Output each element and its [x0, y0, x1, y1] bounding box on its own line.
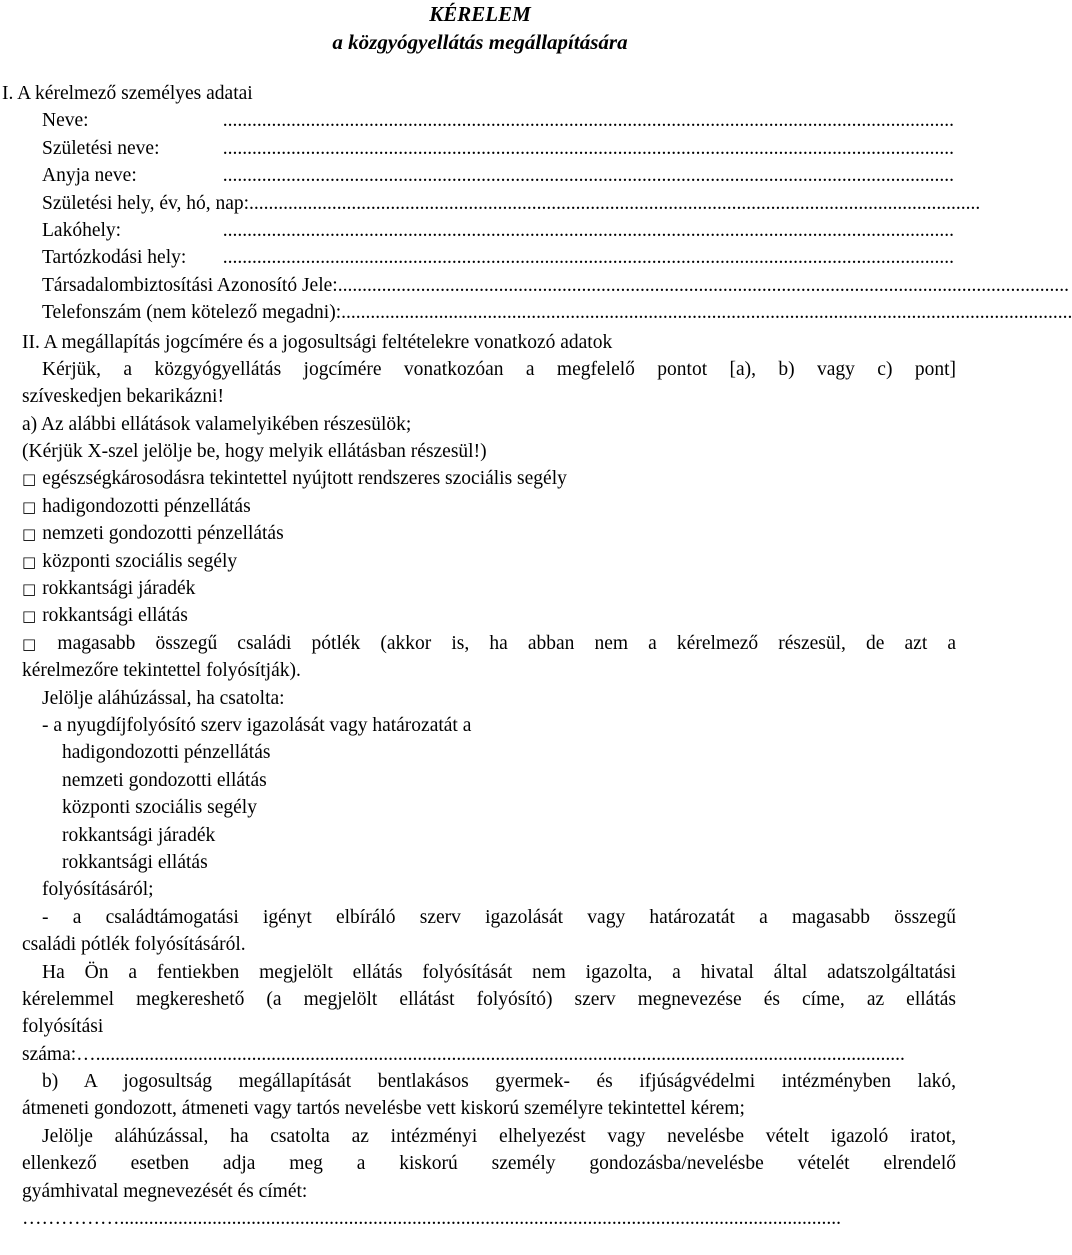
option-b-underline-2: ellenkező esetben adja meg a kiskorú személy gondozásba/nevelésbe vételét elrendelő: [22, 1153, 956, 1175]
benefit-option[interactable]: [0, 602, 960, 629]
checkbox-icon[interactable]: □: [22, 634, 52, 653]
field-value[interactable]: ......................................................................................................................................................: [222, 110, 954, 132]
field-label: Neve:: [42, 110, 89, 132]
if-line-1: Ha Ön a fentiekben megjelölt ellátás folyósítását nem igazolta, a hivatal által adatszolgáltatási: [42, 961, 956, 983]
checkbox-icon[interactable]: □: [22, 552, 37, 571]
pension-item[interactable]: rokkantsági ellátás: [62, 851, 208, 873]
option-label: hadigondozotti pénzellátás: [42, 495, 251, 517]
field-value[interactable]: ......................................................................................................................................................: [341, 302, 1072, 324]
underline-intro: Jelölje aláhúzással, ha csatolta:: [42, 687, 285, 709]
pension-item[interactable]: központi szociális segély: [62, 797, 257, 819]
document-title: [300, 0, 660, 56]
field-label: Lakóhely:: [42, 219, 122, 241]
personal-field-row[interactable]: [0, 135, 960, 162]
family-line-2: családi pótlék folyósításáról.: [22, 934, 246, 956]
option-a-heading: a) Az alábbi ellátások valamelyikében részesülök;: [22, 413, 412, 435]
option-label: nemzeti gondozotti pénzellátás: [42, 523, 284, 545]
form-body: [0, 80, 1072, 1232]
personal-data-fields: [0, 107, 1072, 326]
field-label: Születési neve:: [42, 137, 160, 159]
instruction-line-1: Kérjük, a közgyógyellátás jogcímére vonatkozóan a megfelelő pontot [a), b) vagy c) pont]: [42, 358, 956, 380]
pension-item[interactable]: nemzeti gondozotti ellátás: [62, 769, 267, 791]
option-family-allowance-line-2: kérelmezőre tekintettel folyósítják).: [22, 660, 301, 682]
option-family-allowance-line-1[interactable]: [0, 630, 960, 657]
benefit-option[interactable]: [0, 465, 960, 492]
pension-item[interactable]: rokkantsági járadék: [62, 824, 216, 846]
option-label: egészségkárosodásra tekintettel nyújtott rendszeres szociális segély: [42, 468, 567, 490]
benefit-option[interactable]: [0, 548, 960, 575]
if-line-3: folyósítási: [22, 1016, 104, 1038]
instruction-line-2: szíveskedjen bekarikázni!: [22, 386, 224, 408]
number-label: száma:…: [22, 1043, 96, 1065]
field-value[interactable]: ......................................................................................................................................................: [249, 192, 981, 214]
title-line-1: KÉRELEM: [429, 2, 531, 26]
guardianship-dots[interactable]: ……………....................................................................................................................................................: [22, 1208, 841, 1230]
guardianship-office-field[interactable]: [0, 1205, 960, 1232]
title-line-2: a közgyógyellátás megállapítására: [332, 30, 628, 54]
option-label: központi szociális segély: [42, 550, 238, 572]
option-label: rokkantsági ellátás: [42, 605, 188, 627]
benefit-option[interactable]: [0, 520, 960, 547]
field-value[interactable]: ......................................................................................................................................................: [337, 274, 1069, 296]
pension-end: folyósításáról;: [42, 879, 154, 901]
field-label: Születési hely, év, hó, nap:: [42, 192, 250, 214]
field-label: Telefonszám (nem kötelező megadni):: [42, 302, 342, 324]
option-label: rokkantsági járadék: [42, 578, 196, 600]
field-label: Társadalombiztosítási Azonosító Jele:: [42, 274, 338, 296]
checkbox-icon[interactable]: □: [22, 470, 37, 489]
family-line-1: - a családtámogatási igényt elbíráló szerv igazolását vagy határozatát a magasabb összegű: [42, 906, 956, 928]
option-b-underline-3: gyámhivatal megnevezését és címét:: [22, 1180, 308, 1202]
option-b-underline-1: Jelölje aláhúzással, ha csatolta az intézményi elhelyezést vagy nevelésbe vételt igazoló iratot,: [42, 1125, 956, 1147]
pension-item[interactable]: hadigondozotti pénzellátás: [62, 742, 271, 764]
personal-field-row[interactable]: [0, 190, 981, 217]
personal-field-row[interactable]: [0, 162, 960, 189]
option-b-line-1: b) A jogosultság megállapítását bentlakásos gyermek- és ifjúságvédelmi intézményben lakó,: [42, 1071, 956, 1093]
personal-field-row[interactable]: [0, 272, 1069, 299]
option-a-note: (Kérjük X-szel jelölje be, hogy melyik ellátásban részesül!): [22, 441, 487, 463]
field-value[interactable]: ......................................................................................................................................................: [222, 137, 954, 159]
field-value[interactable]: ......................................................................................................................................................: [222, 219, 954, 241]
personal-field-row[interactable]: [0, 299, 1072, 326]
pension-intro: - a nyugdíjfolyósító szerv igazolását vagy határozatát a: [42, 714, 472, 736]
checkbox-icon[interactable]: □: [22, 525, 37, 544]
section-2-heading: II. A megállapítás jogcímére és a jogosultsági feltételekre vonatkozó adatok: [22, 331, 613, 353]
checkbox-icon[interactable]: □: [22, 607, 37, 626]
section-1-heading: I. A kérelmező személyes adatai: [2, 83, 253, 104]
pension-items: [0, 739, 960, 876]
if-line-2: kérelemmel megkereshető (a megjelölt ellátást folyósító) szerv megnevezése és címe, az ellátás: [22, 988, 956, 1010]
number-dots[interactable]: ......................................................................................................................................................................: [95, 1043, 905, 1065]
benefit-options: [0, 465, 960, 629]
field-value[interactable]: ......................................................................................................................................................: [222, 247, 954, 269]
field-value[interactable]: ......................................................................................................................................................: [222, 165, 954, 187]
option-b-line-2: átmeneti gondozott, átmeneti vagy tartós nevelésbe vett kiskorú személyre tekintettel kérem;: [22, 1098, 745, 1120]
personal-field-row[interactable]: [0, 107, 960, 134]
personal-field-row[interactable]: [0, 244, 960, 271]
benefit-option[interactable]: [0, 493, 960, 520]
field-label: Tartózkodási hely:: [42, 247, 187, 269]
option-label: magasabb összegű családi pótlék (akkor is, ha abban nem a kérelmező részesül, de azt a: [57, 632, 956, 654]
checkbox-icon[interactable]: □: [22, 497, 37, 516]
field-label: Anyja neve:: [42, 165, 137, 187]
checkbox-icon[interactable]: □: [22, 580, 37, 599]
benefit-number-field[interactable]: [0, 1041, 960, 1068]
personal-field-row[interactable]: [0, 217, 960, 244]
benefit-option[interactable]: [0, 575, 960, 602]
